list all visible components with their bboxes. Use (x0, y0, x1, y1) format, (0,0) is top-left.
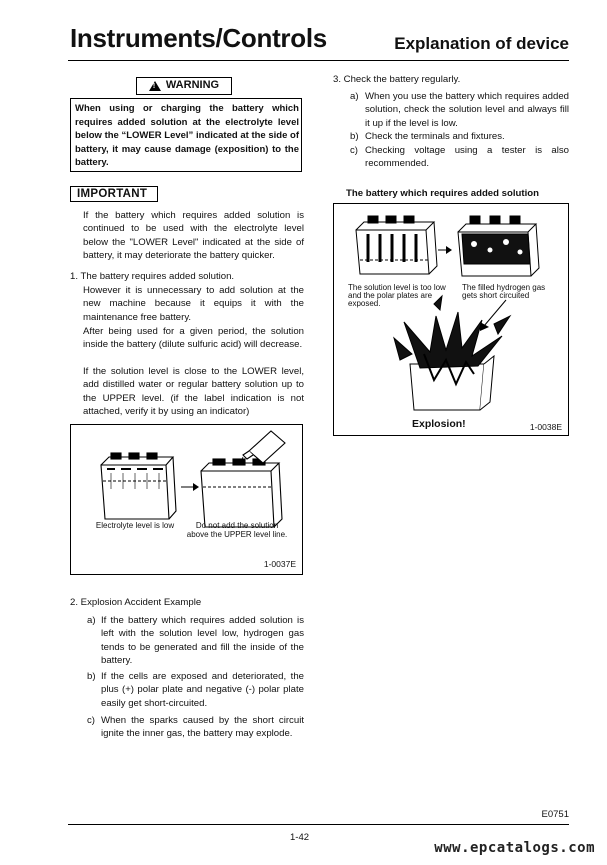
section2-item-a: If the battery which requires added solution is left with the solution level low, hydrogen gas tends to be generated and fill the inside of the battery. (101, 615, 304, 667)
page-subtitle: Explanation of device (394, 34, 569, 53)
section2-item-a-marker: a) (87, 615, 96, 626)
section1-paragraph-1: However it is unnecessary to add solution at the new machine because it equips it with the maintenance free battery. (83, 285, 304, 323)
warning-label (136, 77, 232, 95)
section2-heading: 2. Explosion Accident Example (70, 597, 202, 608)
header-rule (68, 60, 569, 61)
section2-item-b: If the cells are exposed and deteriorated, the plus (+) polar plate and negative (-) polar plate easily get short-circuited. (101, 671, 304, 709)
page-title: Instruments/Controls (70, 23, 327, 53)
figure-explosion (333, 203, 569, 436)
battery-right-icon (201, 431, 285, 527)
warning-triangle-icon: ! (149, 81, 161, 91)
important-text: If the battery which requires added solution is continued to be used with the electrolyte level below the "LOWER Level" indicated at the side of battery, it may deteriorate the battery quicker. (83, 210, 304, 262)
footer-rule (68, 824, 569, 825)
battery-hydrogen-gas-icon (458, 216, 539, 276)
section3-item-c-marker: c) (350, 145, 358, 156)
section3-heading: 3. Check the battery regularly. (333, 74, 461, 85)
figure2-caption-left-3: exposed. (348, 299, 381, 308)
figure-electrolyte-level (70, 424, 303, 575)
explosion-illustration (334, 204, 568, 435)
section3-item-a-marker: a) (350, 91, 359, 102)
figure1-code: 1-0037E (263, 559, 296, 569)
section3-item-c: Checking voltage using a tester is also recommended. (365, 145, 569, 170)
figure1-caption-left: Electrolyte level is low (95, 521, 175, 530)
figure1-caption-right-2: above the UPPER level line. (186, 530, 288, 539)
exploding-battery-icon (394, 296, 510, 410)
figure2-caption-left-1: The solution level is too low (348, 283, 446, 292)
figure2-caption-right-2: gets short circuited (462, 291, 530, 300)
important-label: IMPORTANT (70, 186, 158, 202)
warning-text: When using or charging the battery which requires added solution at the electrolyte level below the “LOWER Level” indicated at the side of battery, it may cause damage (exposition) to the battery. (75, 103, 299, 169)
battery-left-icon (101, 453, 176, 519)
figure2-caption-left-2: and the polar plates are (348, 291, 433, 300)
explosion-label: Explosion! (412, 418, 466, 430)
section1-paragraph-2: After being used for a given period, the solution inside the battery (dilute sulfuric acid) will decrease. (83, 326, 304, 351)
watermark-text: www.epcatalogs.com (434, 840, 595, 856)
battery-low-level-icon (356, 216, 437, 274)
section3-item-a: When you use the battery which requires added solution, check the solution level and always fill it up if the level is low. (365, 91, 569, 129)
figure1-caption-right-1: Do not add the solution (195, 521, 279, 530)
warning-label-text: WARNING (165, 79, 220, 92)
section2-item-c: When the sparks caused by the short circuit ignite the inner gas, the battery may explode. (101, 715, 304, 740)
section2-item-b-marker: b) (87, 671, 96, 682)
section2-item-c-marker: c) (87, 715, 95, 726)
page-number: 1-42 (290, 832, 310, 843)
figure2-title: The battery which requires added solution (346, 188, 539, 199)
figure2-caption-right-1: The filled hydrogen gas (462, 283, 546, 292)
section1-paragraph-3: If the solution level is close to the LOWER level, add distilled water or regular battery solution up to the UPPER level. (if the label indication is not attached, verify it by using an indicator) (83, 366, 304, 418)
section3-item-b: Check the terminals and fixtures. (365, 131, 505, 142)
figure2-code: 1-0038E (529, 422, 562, 432)
section1-heading: 1. The battery requires added solution. (70, 271, 235, 282)
section3-item-b-marker: b) (350, 131, 359, 142)
document-code: E0751 (541, 809, 569, 820)
